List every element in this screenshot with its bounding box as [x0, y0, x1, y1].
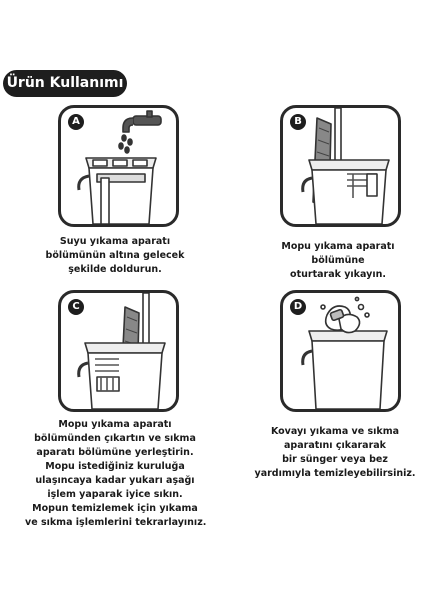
- step-b-illustration: [280, 105, 401, 227]
- step-b-caption-line: Mopu yıkama aparatı: [281, 241, 395, 252]
- step-c-caption-line: Mopu istediğiniz kuruluğa: [45, 461, 185, 472]
- step-c-caption-line: ve sıkma işlemlerini tekrarlayınız.: [25, 517, 207, 528]
- step-b-caption: [263, 240, 413, 282]
- step-c-caption: [25, 418, 205, 530]
- step-c-illustration: [58, 290, 179, 412]
- step-d-caption: [250, 425, 420, 481]
- step-d-illustration: [280, 290, 401, 412]
- step-b-badge: B: [290, 114, 306, 130]
- step-a-badge: A: [68, 114, 84, 130]
- step-d-caption-line: bir sünger veya bez: [282, 454, 388, 465]
- section-title: Ürün Kullanımı: [3, 70, 127, 97]
- step-a-illustration: [58, 105, 179, 227]
- step-a-caption-line: bölümünün altına gelecek: [45, 250, 185, 261]
- step-c-badge: C: [68, 299, 84, 315]
- step-d-badge: D: [290, 299, 306, 315]
- step-c-caption-line: işlem yaparak iyice sıkın.: [47, 489, 183, 500]
- step-b-caption-line: bölümüne: [311, 255, 365, 266]
- step-d-caption-line: aparatını çıkararak: [284, 440, 386, 451]
- step-c-caption-line: Mopun temizlemek için yıkama: [32, 503, 198, 514]
- step-c-caption-line: Mopu yıkama aparatı: [58, 419, 172, 430]
- step-c-caption-line: bölümünden çıkartın ve sıkma: [34, 433, 196, 444]
- step-d-caption-line: Kovayı yıkama ve sıkma: [270, 426, 400, 437]
- step-c-caption-line: ulaşıncaya kadar yukarı aşağı: [35, 475, 195, 486]
- step-a-caption-line: Suyu yıkama aparatı: [59, 236, 171, 247]
- step-a-caption: [40, 235, 190, 277]
- step-a-caption-line: şekilde doldurun.: [68, 264, 162, 275]
- step-b-caption-line: oturtarak yıkayın.: [290, 269, 386, 280]
- step-c-caption-line: aparatı bölümüne yerleştirin.: [36, 447, 194, 458]
- step-d-caption-line: yardımıyla temizleyebilirsiniz.: [254, 468, 416, 479]
